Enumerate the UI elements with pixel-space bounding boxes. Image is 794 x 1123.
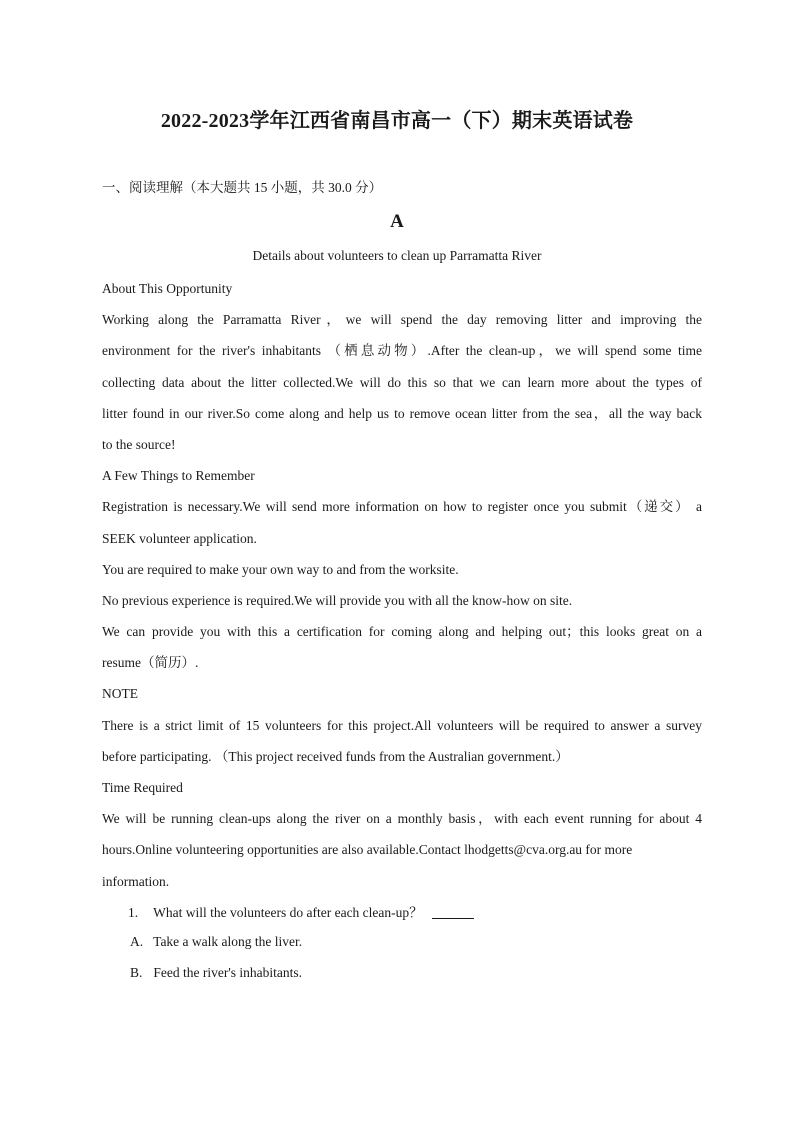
answer-blank — [432, 918, 474, 919]
passage-line: We can provide you with this a certification for coming along and helping out；this looks great on a — [102, 624, 702, 640]
passage-line: information. — [102, 873, 170, 889]
subheading-note: NOTE — [102, 686, 138, 702]
question-text: What will the volunteers do after each clean-up？ — [153, 905, 423, 920]
passage-line: You are required to make your own way to and from the worksite. — [102, 561, 459, 577]
passage-line: We will be running clean-ups along the river on a monthly basis，with each event running for about 4 — [102, 811, 702, 827]
passage-letter: A — [390, 211, 404, 232]
exam-title: 2022-2023学年江西省南昌市高一（下）期末英语试卷 — [160, 110, 634, 132]
passage-body — [102, 278, 702, 902]
passage-line: collecting data about the litter collected.We will do this so that we can learn more about the types of — [102, 374, 702, 390]
passage-line: resume（简历）. — [102, 655, 199, 671]
passage-line: before participating. （This project received funds from the Australian government.） — [102, 748, 569, 764]
passage-line: hours.Online volunteering opportunities are also available.Contact lhodgetts@cva.org.au for more — [102, 842, 633, 858]
passage-line: SEEK volunteer application. — [102, 530, 257, 546]
question-1 — [128, 901, 474, 921]
passage-line: Working along the Parramatta River，we will spend the day removing litter and improving the — [102, 312, 702, 328]
subheading-about: About This Opportunity — [102, 281, 233, 296]
subheading-remember: A Few Things to Remember — [102, 468, 255, 484]
option-text: Feed the river's inhabitants. — [153, 965, 303, 980]
passage-line: environment for the river's inhabitants （栖息动物）.After the clean-up，we will spend some time — [102, 343, 702, 359]
passage-title: Details about volunteers to clean up Parramatta River — [252, 248, 542, 263]
subheading-time-required: Time Required — [102, 780, 183, 795]
passage-line: to the source! — [102, 436, 176, 452]
section-heading: 一、阅读理解（本大题共 15 小题，共 30.0 分） — [102, 180, 383, 195]
option-text: Take a walk along the liver. — [153, 934, 303, 949]
question-number: 1. — [128, 905, 139, 920]
option-label: B. — [130, 965, 143, 980]
passage-line: There is a strict limit of 15 volunteers for this project.All volunteers will be required to answer a survey — [102, 717, 702, 733]
option-b — [130, 965, 302, 981]
option-a — [130, 934, 302, 950]
passage-line: litter found in our river.So come along and help us to remove ocean litter from the sea，all the way back — [102, 405, 702, 421]
option-label: A. — [130, 934, 144, 949]
passage-line: No previous experience is required.We will provide you with all the know-how on site. — [102, 592, 573, 608]
passage-line: Registration is necessary.We will send more information on how to register once you submit（递交） a — [102, 499, 702, 515]
